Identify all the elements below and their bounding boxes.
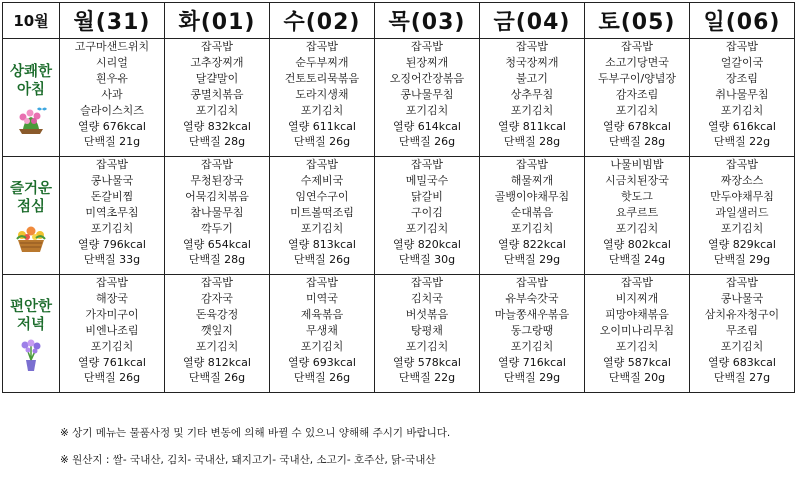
protein: 단백질 28g bbox=[188, 135, 246, 149]
menu-item: 건토토리묵볶음 bbox=[284, 71, 360, 85]
protein: 단백질 29g bbox=[503, 371, 561, 385]
calories: 열량 813kcal bbox=[288, 237, 356, 251]
menu-item: 탕평채 bbox=[411, 323, 443, 337]
dinner-label bbox=[3, 298, 59, 334]
menu-item: 포기김치 bbox=[300, 339, 344, 353]
protein: 단백질 27g bbox=[713, 371, 771, 385]
menu-item: 포기김치 bbox=[720, 103, 764, 117]
menu-item: 유부숙갓국 bbox=[505, 291, 559, 305]
menu-item: 과일샐러드 bbox=[715, 205, 769, 219]
protein: 단백질 26g bbox=[83, 371, 141, 385]
calories: 열량 678kcal bbox=[603, 119, 671, 133]
day-header-fri: 금(04) bbox=[480, 3, 585, 39]
lunch-sun-cell bbox=[690, 157, 795, 275]
breakfast-mon-cell bbox=[60, 39, 165, 157]
menu-item: 감자국 bbox=[201, 291, 233, 305]
menu-item: 핫도그 bbox=[621, 189, 653, 203]
menu-item: 콩나물국 bbox=[720, 291, 764, 305]
meal-label-line2: 아침 bbox=[16, 81, 45, 98]
menu-item: 잡곡밥 bbox=[411, 40, 443, 53]
menu-item: 시리얼 bbox=[96, 55, 128, 69]
menu-item: 잡곡밥 bbox=[726, 158, 758, 171]
menu-item: 해물찌개 bbox=[510, 173, 554, 187]
protein: 단백질 29g bbox=[713, 253, 771, 267]
header-row bbox=[3, 3, 795, 39]
day-header-sun: 일(06) bbox=[690, 3, 795, 39]
menu-item: 불고기 bbox=[516, 71, 548, 85]
menu-item: 포기김치 bbox=[405, 221, 449, 235]
menu-item: 돈육강정 bbox=[195, 307, 239, 321]
flower-pot-icon bbox=[3, 103, 59, 139]
dinner-row bbox=[3, 275, 795, 393]
calories: 열량 811kcal bbox=[498, 119, 566, 133]
dinner-sat-cell bbox=[585, 275, 690, 393]
protein: 단백질 28g bbox=[608, 135, 666, 149]
menu-item: 잡곡밥 bbox=[201, 158, 233, 171]
flower-basket-icon bbox=[3, 220, 59, 258]
menu-item: 피망야채볶음 bbox=[605, 307, 669, 321]
calories: 열량 812kcal bbox=[183, 355, 251, 369]
change-notice: ※ 상기 메뉴는 물품사정 및 기타 변동에 의해 바뀔 수 있으니 양해해 주시기 바랍니다. bbox=[60, 427, 451, 439]
menu-item: 도라지생채 bbox=[295, 87, 349, 101]
menu-item: 포기김치 bbox=[195, 339, 239, 353]
breakfast-row bbox=[3, 39, 795, 157]
menu-item: 미트볼떡조림 bbox=[290, 205, 354, 219]
menu-item: 잡곡밥 bbox=[726, 276, 758, 289]
breakfast-tue-cell bbox=[165, 39, 270, 157]
menu-item: 김치국 bbox=[411, 291, 443, 305]
breakfast-sun-cell bbox=[690, 39, 795, 157]
calories: 열량 802kcal bbox=[603, 237, 671, 251]
flower-vase-icon bbox=[3, 338, 59, 376]
lunch-tue-cell bbox=[165, 157, 270, 275]
breakfast-fri-cell bbox=[480, 39, 585, 157]
menu-item: 포기김치 bbox=[300, 103, 344, 117]
dinner-tue-cell bbox=[165, 275, 270, 393]
calories: 열량 587kcal bbox=[603, 355, 671, 369]
menu-item: 동그랑땡 bbox=[510, 323, 554, 337]
menu-item: 나물비빔밥 bbox=[610, 158, 664, 171]
month-label: 10월 bbox=[3, 3, 60, 39]
menu-item: 포기김치 bbox=[615, 221, 659, 235]
menu-item: 짜장소스 bbox=[720, 173, 764, 187]
protein: 단백질 33g bbox=[83, 253, 141, 267]
menu-item: 잡곡밥 bbox=[96, 276, 128, 289]
menu-item: 어묵김치볶음 bbox=[185, 189, 249, 203]
calories: 열량 693kcal bbox=[288, 355, 356, 369]
notes bbox=[60, 425, 450, 479]
menu-item: 비엔나조림 bbox=[85, 323, 139, 337]
menu-item: 시금치된장국 bbox=[605, 173, 669, 187]
menu-item: 오이미나리무침 bbox=[599, 323, 675, 337]
menu-item: 요쿠르트 bbox=[615, 205, 659, 219]
menu-item: 포기김치 bbox=[510, 103, 554, 117]
protein: 단백질 26g bbox=[293, 135, 351, 149]
dinner-label-cell bbox=[3, 275, 60, 393]
breakfast-wed-cell bbox=[270, 39, 375, 157]
menu-item: 흰우유 bbox=[96, 71, 128, 85]
calories: 열량 822kcal bbox=[498, 237, 566, 251]
menu-item: 임연수구이 bbox=[295, 189, 349, 203]
menu-item: 미역국 bbox=[306, 291, 338, 305]
calories: 열량 654kcal bbox=[183, 237, 251, 251]
protein: 단백질 26g bbox=[188, 371, 246, 385]
menu-item: 된장찌개 bbox=[405, 55, 449, 69]
calories: 열량 832kcal bbox=[183, 119, 251, 133]
menu-item: 포기김치 bbox=[720, 339, 764, 353]
lunch-row bbox=[3, 157, 795, 275]
menu-item: 구이김 bbox=[411, 205, 443, 219]
menu-item: 비지찌개 bbox=[615, 291, 659, 305]
menu-item: 닭갈비 bbox=[411, 189, 443, 203]
menu-item: 소고기당면국 bbox=[605, 55, 669, 69]
menu-item: 콩나물무침 bbox=[400, 87, 454, 101]
menu-item: 깍두기 bbox=[201, 221, 233, 235]
origin-notice: ※ 원산지 : 쌀- 국내산, 김치- 국내산, 돼지고기- 국내산, 소고기- 호주산, 닭-국내산 bbox=[60, 454, 436, 466]
menu-item: 취나물무침 bbox=[715, 87, 769, 101]
menu-item: 포기김치 bbox=[720, 221, 764, 235]
protein: 단백질 20g bbox=[608, 371, 666, 385]
menu-item: 순두부찌개 bbox=[295, 55, 349, 69]
menu-item: 수제비국 bbox=[300, 173, 344, 187]
menu-item: 잡곡밥 bbox=[726, 40, 758, 53]
menu-item: 잡곡밥 bbox=[306, 276, 338, 289]
menu-item: 장조림 bbox=[726, 71, 758, 85]
calories: 열량 578kcal bbox=[393, 355, 461, 369]
protein: 단백질 21g bbox=[83, 135, 141, 149]
menu-item: 사과 bbox=[101, 87, 123, 101]
calories: 열량 676kcal bbox=[78, 119, 146, 133]
menu-item: 깻잎지 bbox=[201, 323, 233, 337]
dinner-thu-cell bbox=[375, 275, 480, 393]
day-header-wed: 수(02) bbox=[270, 3, 375, 39]
menu-item: 해장국 bbox=[96, 291, 128, 305]
menu-item: 포기김치 bbox=[90, 221, 134, 235]
menu-item: 삼치유자청구이 bbox=[704, 307, 780, 321]
menu-item: 포기김치 bbox=[615, 339, 659, 353]
day-header-sat: 토(05) bbox=[585, 3, 690, 39]
menu-item: 잡곡밥 bbox=[201, 276, 233, 289]
protein: 단백질 26g bbox=[398, 135, 456, 149]
menu-item: 제육볶음 bbox=[300, 307, 344, 321]
menu-item: 포기김치 bbox=[510, 221, 554, 235]
calories: 열량 796kcal bbox=[78, 237, 146, 251]
dinner-mon-cell bbox=[60, 275, 165, 393]
menu-item: 잡곡밥 bbox=[516, 158, 548, 171]
menu-item: 얼갈이국 bbox=[720, 55, 764, 69]
menu-item: 잡곡밥 bbox=[411, 276, 443, 289]
menu-item: 무조림 bbox=[726, 323, 758, 337]
menu-item: 무생채 bbox=[306, 323, 338, 337]
menu-item: 고구마샌드위치 bbox=[74, 40, 150, 53]
protein: 단백질 30g bbox=[398, 253, 456, 267]
meal-label-line2: 점심 bbox=[16, 198, 45, 215]
menu-item: 잡곡밥 bbox=[306, 158, 338, 171]
day-header-tue: 화(01) bbox=[165, 3, 270, 39]
lunch-mon-cell bbox=[60, 157, 165, 275]
calories: 열량 614kcal bbox=[393, 119, 461, 133]
menu-item: 포기김치 bbox=[195, 103, 239, 117]
menu-item: 잡곡밥 bbox=[306, 40, 338, 53]
menu-item: 달걀말이 bbox=[195, 71, 239, 85]
menu-item: 감자조림 bbox=[615, 87, 659, 101]
menu-item: 포기김치 bbox=[615, 103, 659, 117]
menu-item: 버섯볶음 bbox=[405, 307, 449, 321]
menu-item: 포기김치 bbox=[300, 221, 344, 235]
menu-item: 포기김치 bbox=[510, 339, 554, 353]
menu-item: 잡곡밥 bbox=[621, 276, 653, 289]
protein: 단백질 28g bbox=[503, 135, 561, 149]
menu-item: 상추무침 bbox=[510, 87, 554, 101]
meal-label-line1: 즐거운 bbox=[9, 180, 53, 197]
menu-item: 만두야채무침 bbox=[710, 189, 774, 203]
menu-item: 포기김치 bbox=[405, 103, 449, 117]
meal-label-line1: 편안한 bbox=[9, 298, 53, 315]
menu-item: 잡곡밥 bbox=[411, 158, 443, 171]
menu-item: 골뱅이야채무침 bbox=[494, 189, 570, 203]
calories: 열량 829kcal bbox=[708, 237, 776, 251]
protein: 단백질 29g bbox=[503, 253, 561, 267]
breakfast-sat-cell bbox=[585, 39, 690, 157]
menu-item: 콩멸치볶음 bbox=[190, 87, 244, 101]
protein: 단백질 22g bbox=[398, 371, 456, 385]
breakfast-label bbox=[3, 63, 59, 99]
menu-item: 마늘쫑새우볶음 bbox=[494, 307, 570, 321]
menu-item: 잡곡밥 bbox=[201, 40, 233, 53]
protein: 단백질 28g bbox=[188, 253, 246, 267]
breakfast-thu-cell bbox=[375, 39, 480, 157]
protein: 단백질 22g bbox=[713, 135, 771, 149]
day-header-thu: 목(03) bbox=[375, 3, 480, 39]
calories: 열량 716kcal bbox=[498, 355, 566, 369]
meal-label-line1: 상쾌한 bbox=[9, 63, 53, 80]
menu-item: 잡곡밥 bbox=[516, 40, 548, 53]
menu-item: 잡곡밥 bbox=[516, 276, 548, 289]
menu-item: 돈갈비찜 bbox=[90, 189, 134, 203]
menu-item: 미역초무침 bbox=[85, 205, 139, 219]
menu-item: 잡곡밥 bbox=[96, 158, 128, 171]
menu-item: 오징어간장볶음 bbox=[389, 71, 465, 85]
day-header-mon: 월(31) bbox=[60, 3, 165, 39]
menu-item: 슬라이스치즈 bbox=[80, 103, 144, 117]
protein: 단백질 24g bbox=[608, 253, 666, 267]
menu-item: 참나물무침 bbox=[190, 205, 244, 219]
calories: 열량 820kcal bbox=[393, 237, 461, 251]
menu-item: 고추장찌개 bbox=[190, 55, 244, 69]
menu-item: 순대볶음 bbox=[510, 205, 554, 219]
calories: 열량 611kcal bbox=[288, 119, 356, 133]
menu-item: 잡곡밥 bbox=[621, 40, 653, 53]
menu-item: 두부구이/양념장 bbox=[597, 71, 677, 85]
menu-item: 메밀국수 bbox=[405, 173, 449, 187]
protein: 단백질 26g bbox=[293, 371, 351, 385]
lunch-fri-cell bbox=[480, 157, 585, 275]
menu-item: 포기김치 bbox=[405, 339, 449, 353]
dinner-sun-cell bbox=[690, 275, 795, 393]
lunch-thu-cell bbox=[375, 157, 480, 275]
calories: 열량 761kcal bbox=[78, 355, 146, 369]
meal-label-line2: 저녁 bbox=[16, 316, 45, 333]
menu-item: 포기김치 bbox=[90, 339, 134, 353]
calories: 열량 616kcal bbox=[708, 119, 776, 133]
menu-item: 콩나물국 bbox=[90, 173, 134, 187]
lunch-wed-cell bbox=[270, 157, 375, 275]
breakfast-label-cell bbox=[3, 39, 60, 157]
lunch-sat-cell bbox=[585, 157, 690, 275]
dinner-wed-cell bbox=[270, 275, 375, 393]
menu-item: 무청된장국 bbox=[190, 173, 244, 187]
dinner-fri-cell bbox=[480, 275, 585, 393]
menu-item: 가자미구이 bbox=[85, 307, 139, 321]
calories: 열량 683kcal bbox=[708, 355, 776, 369]
protein: 단백질 26g bbox=[293, 253, 351, 267]
weekly-menu-table bbox=[2, 2, 795, 393]
menu-item: 청국장찌개 bbox=[505, 55, 559, 69]
lunch-label bbox=[3, 180, 59, 216]
lunch-label-cell bbox=[3, 157, 60, 275]
